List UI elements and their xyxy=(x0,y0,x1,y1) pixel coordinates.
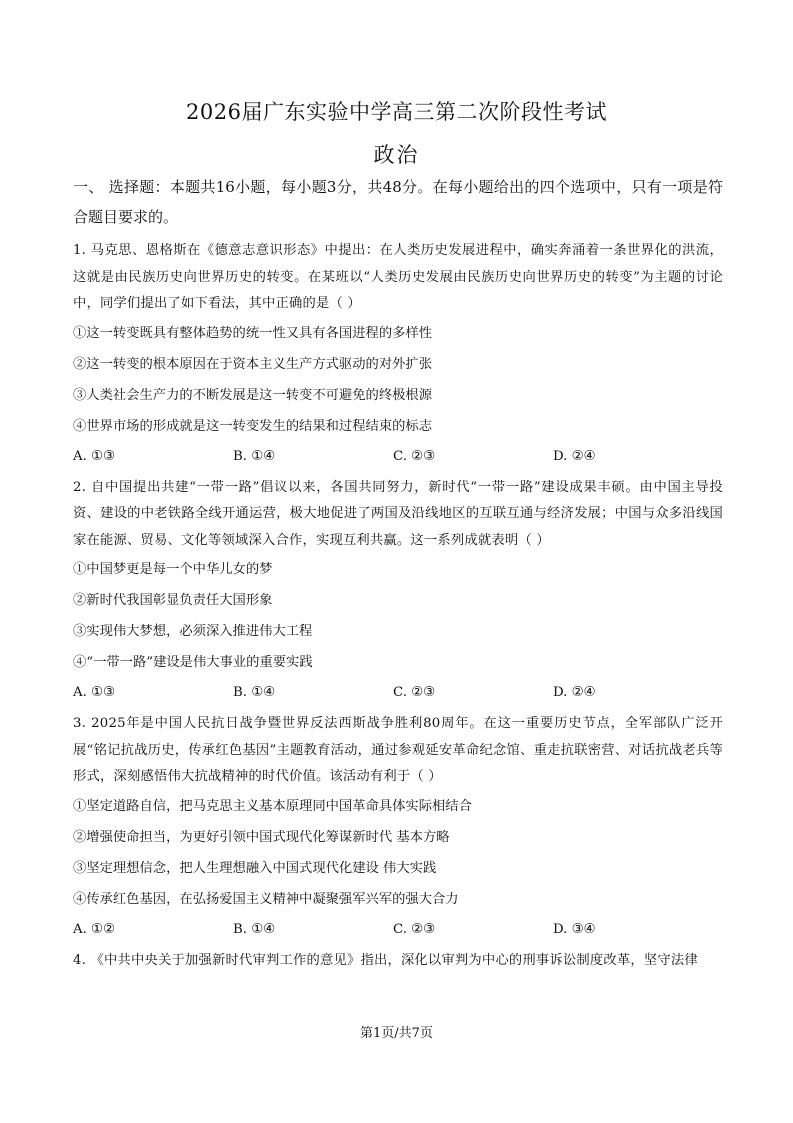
choice-c[interactable]: C. ②③ xyxy=(393,685,435,700)
statement-option: ①坚定道路自信，把马克思主义基本原理同中国革命具体实际相结合 xyxy=(73,798,472,814)
choice-b[interactable]: B. ①④ xyxy=(233,448,276,464)
choice-d[interactable]: D. ②④ xyxy=(553,448,596,464)
statement-option: ①中国梦更是每一个中华儿女的梦 xyxy=(73,562,273,577)
statement-option: ②增强使命担当，为更好引领中国式现代化筹谋新时代 基本方略 xyxy=(73,829,450,845)
statement-option: ④“一带一路”建设是伟大事业的重要实践 xyxy=(73,655,313,670)
choice-b[interactable]: B. ①④ xyxy=(233,921,276,937)
question-stem: 2. 自中国提出共建“一带一路”倡议以来，各国共同努力，新时代“一带一路”建设成果丰硕。由中国主导投资、建设的中老铁路全线开通运营，极大地促进了两国及沿线地区的互联互通与经济发展；中国与众多沿线国家在能源、贸易、文化等领域深入合作，实现互利共赢。这一系列成就表明（ ） xyxy=(73,479,723,548)
choice-d[interactable]: D. ②④ xyxy=(553,685,596,700)
question-stem: 4. 《中共中央关于加强新时代审判工作的意见》指出，深化以审判为中心的刑事诉讼制度改革，坚守法律 xyxy=(73,952,698,968)
statement-option: ②这一转变的根本原因在于资本主义生产方式驱动的对外扩张 xyxy=(73,356,433,372)
statement-option: ③人类社会生产力的不断发展是这一转变不可避免的终极根源 xyxy=(73,387,433,403)
choice-a[interactable]: A. ①③ xyxy=(73,448,115,464)
statement-option: ③实现伟大梦想，必须深入推进伟大工程 xyxy=(73,624,313,639)
choice-c[interactable]: C. ②③ xyxy=(393,448,435,464)
choice-a[interactable]: A. ①③ xyxy=(73,685,115,700)
answer-choices xyxy=(73,442,723,472)
choice-d[interactable]: D. ③④ xyxy=(553,921,596,937)
statement-option: ④世界市场的形成就是这一转变发生的结果和过程结束的标志 xyxy=(73,418,433,434)
question-4 xyxy=(73,948,723,975)
choice-c[interactable]: C. ②③ xyxy=(393,921,435,937)
statement-option: ④传承红色基因，在弘扬爱国主义精神中凝聚强军兴军的强大合力 xyxy=(73,891,459,907)
exam-title: 2026届广东实验中学高三第二次阶段性考试 xyxy=(186,100,607,124)
choice-b[interactable]: B. ①④ xyxy=(233,685,276,700)
choice-a[interactable]: A. ①② xyxy=(73,921,115,937)
question-stem: 1. 马克思、恩格斯在《德意志意识形态》中提出：在人类历史发展进程中，确实奔涌着一条世界化的洪流，这就是由民族历史向世界历史的转变。在某班以“人类历史发展由民族历史向世界历史的转变”为主题的讨论中，同学们提出了如下看法，其中正确的是（ ） xyxy=(73,243,723,311)
statement-option: ②新时代我国彰显负责任大国形象 xyxy=(73,593,273,608)
question-3 xyxy=(73,711,723,945)
question-2 xyxy=(73,475,723,709)
page-footer: 第1页/共7页 xyxy=(360,1026,433,1041)
section-heading: 一、 选择题：本题共16小题，每小题3分，共48分。在每小题给出的四个选项中，只有一项是符合题目要求的。 xyxy=(73,178,723,226)
statement-option: ①这一转变既具有整体趋势的统一性又具有各国进程的多样性 xyxy=(73,325,433,341)
subject-title: 政治 xyxy=(373,143,420,167)
exam-content xyxy=(73,172,723,974)
question-stem: 3. 2025年是中国人民抗日战争暨世界反法西斯战争胜利80周年。在这一重要历史节点，全军部队广泛开展“铭记抗战历史，传承红色基因”主题教育活动，通过参观延安革命纪念馆、重走抗联密营、对话抗战老兵等形式，深刻感悟伟大抗战精神的时代价值。该活动有利于（ ） xyxy=(73,716,723,784)
answer-choices xyxy=(73,915,723,945)
question-1 xyxy=(73,238,723,472)
statement-option: ③坚定理想信念，把人生理想融入中国式现代化建设 伟大实践 xyxy=(73,860,437,876)
answer-choices xyxy=(73,678,723,708)
